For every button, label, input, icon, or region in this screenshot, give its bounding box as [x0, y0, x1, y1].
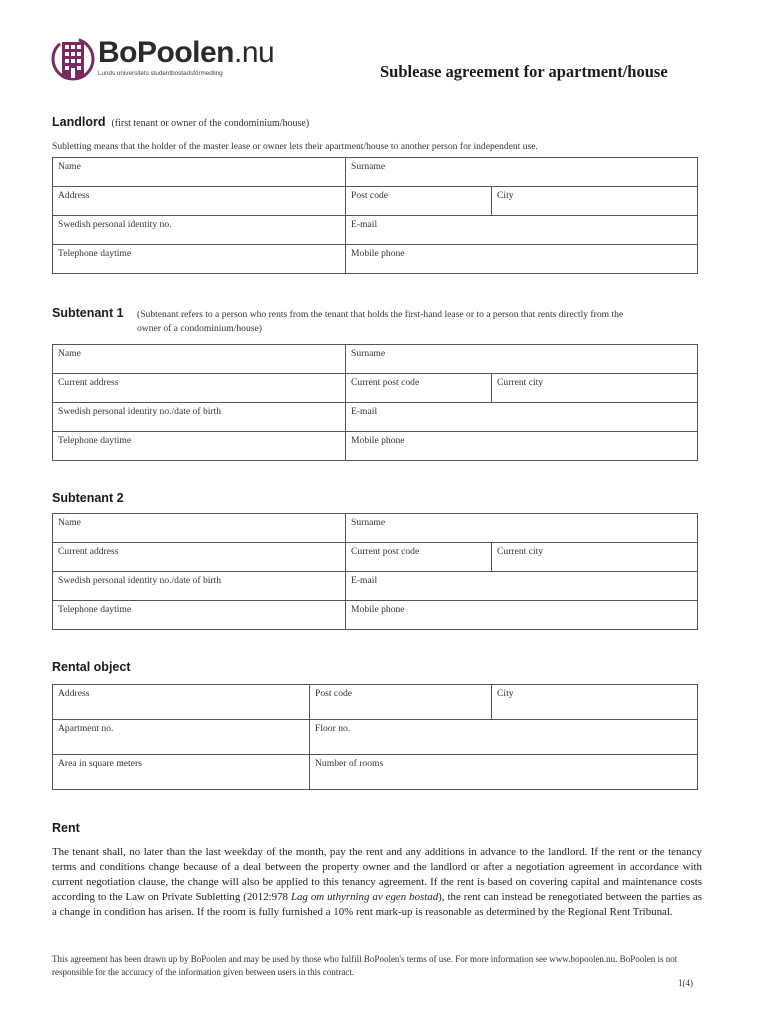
- table-row: [53, 403, 698, 432]
- subtenant2-name-field[interactable]: [53, 514, 346, 543]
- rental-heading: Rental object: [52, 660, 131, 674]
- rental-table: [52, 684, 698, 790]
- field-label: Current address: [58, 377, 119, 388]
- subtenant2-mobile-field[interactable]: [346, 601, 698, 630]
- field-label: Surname: [351, 161, 386, 172]
- table-row: [53, 158, 698, 187]
- field-label: E-mail: [351, 575, 378, 586]
- field-label: Telephone daytime: [58, 604, 132, 615]
- field-label: Swedish personal identity no./date of birth: [58, 575, 222, 586]
- logo-tagline: Lunds universitets studentbostadsförmedling: [98, 70, 223, 77]
- rent-text-italic: Lag om uthyrning av egen bostad: [290, 891, 439, 903]
- field-label: Surname: [351, 517, 386, 528]
- field-label: E-mail: [351, 219, 378, 230]
- field-label: Telephone daytime: [58, 248, 132, 259]
- rental-rooms-field[interactable]: [310, 755, 698, 790]
- field-label: Address: [58, 190, 90, 201]
- landlord-mobile-field[interactable]: [346, 245, 698, 274]
- field-label: Mobile phone: [351, 604, 405, 615]
- landlord-id-field[interactable]: [53, 216, 346, 245]
- subtenant1-mobile-field[interactable]: [346, 432, 698, 461]
- field-label: Current city: [497, 546, 544, 557]
- field-label: Name: [58, 161, 81, 172]
- field-label: Swedish personal identity no.: [58, 219, 172, 230]
- field-label: Telephone daytime: [58, 435, 132, 446]
- landlord-name-field[interactable]: [53, 158, 346, 187]
- landlord-email-field[interactable]: [346, 216, 698, 245]
- landlord-city-field[interactable]: [492, 187, 698, 216]
- bopoolen-logo: [50, 34, 275, 84]
- rental-apt-no-field[interactable]: [53, 720, 310, 755]
- table-row: [53, 572, 698, 601]
- subtenant1-phone-field[interactable]: [53, 432, 346, 461]
- field-label: Apartment no.: [58, 723, 114, 734]
- rental-address-field[interactable]: [53, 685, 310, 720]
- subtenant1-heading: Subtenant 1: [52, 306, 124, 320]
- field-label: Name: [58, 517, 81, 528]
- field-label: Floor no.: [315, 723, 351, 734]
- table-row: [53, 245, 698, 274]
- rental-city-field[interactable]: [492, 685, 698, 720]
- field-label: City: [497, 688, 514, 699]
- footer-text: This agreement has been drawn up by BoPoolen and may be used by those who fulfill BoPoolen's terms of use. For more information see www.bopoolen.nu. BoPoolen is not responsible for the accuracy of the information given between users in this contract.: [52, 954, 678, 977]
- subtenant2-surname-field[interactable]: [346, 514, 698, 543]
- document-title: Sublease agreement for apartment/house: [380, 62, 668, 81]
- rent-text-2: ), the rent can instead be renegotiated between the parties as a change in condition has arisen. If the room is fully furnished a 10% rent mark-up is reasonable as determined by the Regional Rent Tribunal.: [52, 891, 702, 918]
- field-label: Name: [58, 348, 81, 359]
- rental-post-code-field[interactable]: [310, 685, 492, 720]
- subtenant2-phone-field[interactable]: [53, 601, 346, 630]
- page-number: 1(4): [678, 978, 693, 988]
- field-label: Current post code: [351, 546, 420, 557]
- subtenant2-post-code-field[interactable]: [346, 543, 492, 572]
- field-label: Current address: [58, 546, 119, 557]
- field-label: Post code: [351, 190, 389, 201]
- logo-wordmark: [98, 36, 274, 70]
- field-label: Mobile phone: [351, 248, 405, 259]
- landlord-address-field[interactable]: [53, 187, 346, 216]
- field-label: E-mail: [351, 406, 378, 417]
- subtenant1-table: [52, 344, 698, 461]
- rent-text-1: The tenant shall, no later than the last weekday of the month, pay the rent and any additions in advance to the landlord. If the rent or the tenancy terms and conditions change because of a deal between the property owner and the landlord or after a negotiation agreement in accordance with current negotiation clause, the change will also be applied to this tenancy agreement. If the rent is based on covering capital and maintenance costs according to the Law on Private Subletting (2012:978: [52, 846, 702, 903]
- subtenant2-heading: Subtenant 2: [52, 491, 124, 505]
- subtenant2-email-field[interactable]: [346, 572, 698, 601]
- rent-heading: Rent: [52, 821, 80, 835]
- field-label: Area in square meters: [58, 758, 142, 769]
- field-label: Address: [58, 688, 90, 699]
- landlord-table: [52, 157, 698, 274]
- field-label: Post code: [315, 688, 353, 699]
- logo-suffix: .nu: [234, 36, 275, 69]
- subtenant2-id-field[interactable]: [53, 572, 346, 601]
- landlord-intro: Subletting means that the holder of the master lease or owner lets their apartment/house to another person for independent use.: [52, 141, 538, 152]
- subtenant2-city-field[interactable]: [492, 543, 698, 572]
- field-label: Surname: [351, 348, 386, 359]
- table-row: [53, 514, 698, 543]
- table-row: [53, 345, 698, 374]
- table-row: [53, 374, 698, 403]
- subtenant2-table: [52, 513, 698, 630]
- table-row: [53, 187, 698, 216]
- field-label: City: [497, 190, 514, 201]
- subtenant1-note: (Subtenant refers to a person who rents from the tenant that holds the first-hand lease or to a person that rents directly from the owner of a condominium/house): [137, 309, 624, 334]
- rental-floor-no-field[interactable]: [310, 720, 698, 755]
- subtenant1-post-code-field[interactable]: [346, 374, 492, 403]
- subtenant2-address-field[interactable]: [53, 543, 346, 572]
- building-icon: [50, 36, 96, 82]
- subtenant1-email-field[interactable]: [346, 403, 698, 432]
- subtenant1-id-field[interactable]: [53, 403, 346, 432]
- field-label: Number of rooms: [315, 758, 384, 769]
- table-row: [53, 601, 698, 630]
- field-label: Mobile phone: [351, 435, 405, 446]
- landlord-note: (first tenant or owner of the condominium/house): [111, 118, 310, 129]
- landlord-phone-field[interactable]: [53, 245, 346, 274]
- subtenant1-address-field[interactable]: [53, 374, 346, 403]
- table-row: [53, 720, 698, 755]
- subtenant1-surname-field[interactable]: [346, 345, 698, 374]
- table-row: [53, 543, 698, 572]
- landlord-surname-field[interactable]: [346, 158, 698, 187]
- landlord-heading-text: Landlord: [52, 115, 106, 129]
- subtenant1-city-field[interactable]: [492, 374, 698, 403]
- logo-main: BoPoolen: [98, 36, 234, 69]
- field-label: Current post code: [351, 377, 420, 388]
- table-row: [53, 685, 698, 720]
- rental-area-field[interactable]: [53, 755, 310, 790]
- table-row: [53, 216, 698, 245]
- table-row: [53, 755, 698, 790]
- rent-body: [52, 845, 702, 920]
- field-label: Swedish personal identity no./date of birth: [58, 406, 222, 417]
- landlord-heading: [52, 115, 309, 129]
- landlord-post-code-field[interactable]: [346, 187, 492, 216]
- field-label: Current city: [497, 377, 544, 388]
- table-row: [53, 432, 698, 461]
- subtenant1-name-field[interactable]: [53, 345, 346, 374]
